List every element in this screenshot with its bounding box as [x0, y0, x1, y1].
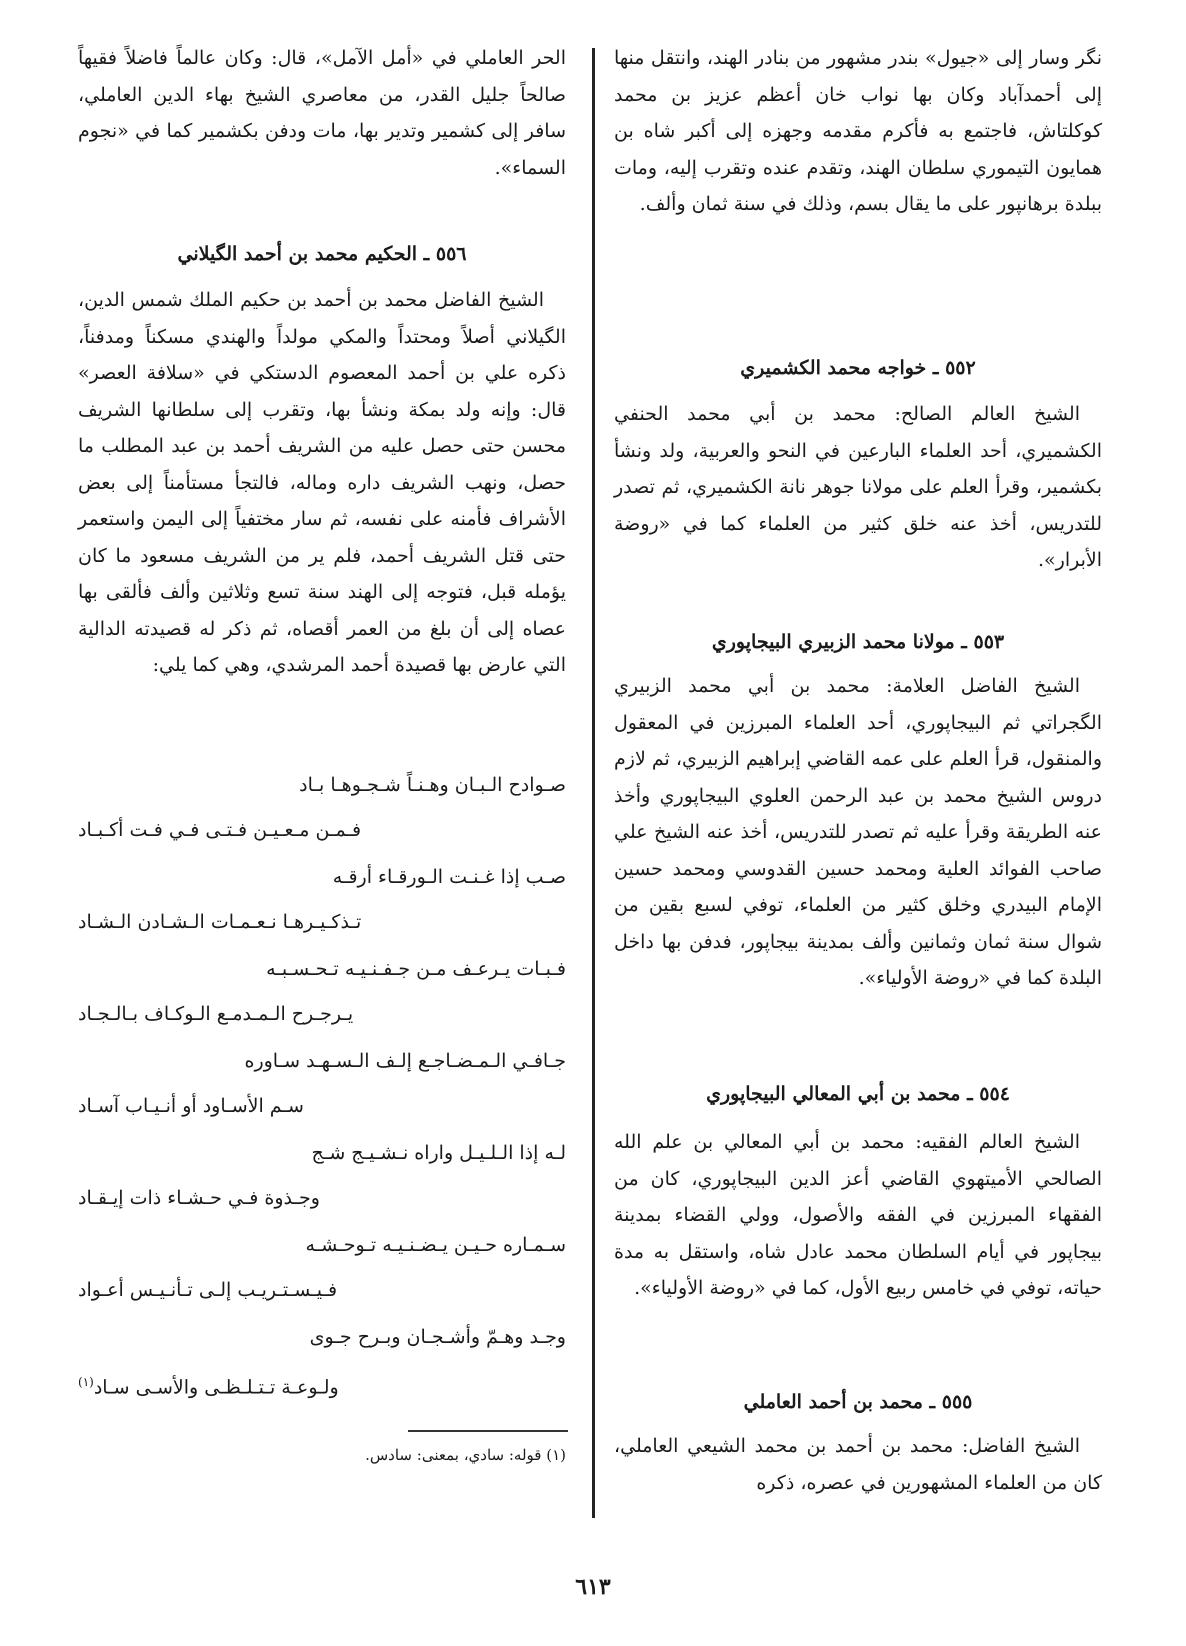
paragraph-continued: الحر العاملي في «أمل الآمل»، قال: وكان عالماً فاضلاً فقيهاً صالحاً جليل القدر، من معاصري الشيخ بهاء الدين العاملي، سافر إلى كشمير وتدير بها، مات ودفن بكشمير كما في «نجوم السماء».	[78, 47, 566, 179]
verse-line: وجـد وهـمّ وأشـجـان وبـرح جـوى	[309, 1326, 566, 1348]
entry-body-556: الشيخ الفاضل محمد بن أحمد بن حكيم الملك شمس الدين، الگيلاني أصلاً ومحتداً والمكي مولداً والهندي مسكناً ومدفناً، ذكره علي بن أحمد المعصوم الدستكي في «سلافة العصر» قال: وإنه ولد بمكة ونشأ بها، وتقرب إلى سلطانها الشريف محسن حتى حصل عليه من الشريف أحمد بن عبد المطلب ما حصل، ونهب الشريف داره وماله، فالتجأ مستأمناً إلى بعض الأشراف فأمنه على نفسه، ثم سار مختفياً إلى اليمن واستعمر حتى قتل الشريف أحمد، فلم ير من الشريف مسعود ما كان يؤمله قبل، فتوجه إلى الهند سنة تسع وثلاثين وألف فألقى بها عصاه إلى أن بلغ من العمر أقصاه، ثم ذكر له قصيدته الدالية التي عارض بها قصيدة أحمد المرشدي، وهي كما يلي:	[78, 289, 566, 676]
verse-line: فـبـات يـرعـف مـن جـفـنـيـه تـحـسـبـه	[266, 958, 566, 980]
verse-line: سـمـاره حـيـن يـضـنـيـه تـوحـشـه	[305, 1234, 566, 1256]
verse-line: لـه إذا الـلـيـل واراه نـشـيـج شـج	[311, 1142, 566, 1164]
verse-line: سـم الأسـاود أو أنـيـاب آسـاد	[78, 1095, 304, 1117]
column-divider	[592, 48, 595, 1518]
entry-heading-554: ٥٥٤ ـ محمد بن أبي المعالي البيجاپوري	[706, 1083, 1010, 1105]
verse-line: جـافـي الـمـضـاجـع إلـف الـسـهـد سـاوره	[244, 1050, 566, 1072]
verse-line: صـوادح الـبـان وهـنـاً شـجـوهـا بـاد	[299, 774, 566, 796]
entry-body-554: الشيخ العالم الفقيه: محمد بن أبي المعالي بن علم الله الصالحي الأميتهوي القاضي أعز الدين البيجاپوري، كان من الفقهاء المبرزين في الفقه والأصول، وولي القضاء بمدينة بيجاپور في أيام السلطان محمد عادل شاه، واستقل به مدة حياته، توفي في خامس ربيع الأول، كما في «روضة الأولياء».	[614, 1131, 1102, 1299]
left-column	[78, 40, 566, 684]
verse-line: وجـذوة فـي حـشـاء ذات إيـقـاد	[78, 1187, 320, 1209]
verse-line: فـمـن مـعـيـن فـتـى فـي فـت أكـبـاد	[78, 819, 362, 841]
right-column	[614, 40, 1102, 1501]
footnote-marker: (١)	[78, 1375, 94, 1389]
page-number: ٦١٣	[575, 1574, 611, 1600]
footnote-rule	[408, 1430, 568, 1432]
entry-heading-553: ٥٥٣ ـ مولانا محمد الزبيري البيجاپوري	[711, 631, 1005, 653]
verse-text: ولـوعـة تـتـلـظـى والأسـى سـاد	[93, 1376, 339, 1399]
verse-line: تـذكـيـرهـا نـعـمـات الـشـادن الـشـاد	[78, 911, 362, 933]
entry-heading-556: ٥٥٦ ـ الحكيم محمد بن أحمد الگيلاني	[177, 243, 467, 265]
entry-heading-555: ٥٥٥ ـ محمد بن أحمد العاملي	[743, 1391, 973, 1413]
verse-line	[78, 1367, 566, 1402]
footnote: (١) قوله: سادي، بمعنى: سادس.	[365, 1446, 566, 1464]
verse-line: يـرجـرح الـمـدمـع الـوكـاف بـالـجـاد	[78, 1003, 354, 1025]
entry-body-553: الشيخ الفاضل العلامة: محمد بن أبي محمد الزبيري الگجراتي ثم البيجاپوري، أحد العلماء المبرزين في المعقول والمنقول، قرأ العلم على عمه القاضي إبراهيم الزبيري، ثم لازم دروس الشيخ محمد بن عبد الرحمن العلوي البيجاپوري وأخذ عنه الطريقة وقرأ عليه ثم تصدر للتدريس، أخذ عنه الشيخ علي صاحب الفوائد العلية ومحمد حسين القدوسي ومحمد حسين الإمام البيدري وخلق كثير من العلماء، توفي لسبع بقين من شوال سنة ثمان وثمانين وألف بمدينة بيجاپور، فدفن بها داخل البلدة كما في «روضة الأولياء».	[614, 675, 1102, 989]
verse-line: فـيـسـتـريـب إلـى تـأنـيـس أعـواد	[78, 1279, 338, 1301]
paragraph-continued: نگر وسار إلى «جيول» بندر مشهور من بنادر الهند، وانتقل منها إلى أحمدآباد وكان بها نواب خان أعظم عزيز بن محمد كوكلتاش، فاجتمع به فأكرم مقدمه وجهزه إلى أكبر شاه بن همايون التيموري سلطان الهند، وتقدم عنده وتقرب إليه، ومات ببلدة برهانپور على ما يقال بسم، وذلك في سنة ثمان وألف.	[614, 47, 1102, 215]
entry-heading-552: ٥٥٢ ـ خواجه محمد الكشميري	[740, 357, 976, 379]
entry-body-555: الشيخ الفاضل: محمد بن أحمد بن محمد الشيعي العاملي، كان من العلماء المشهورين في عصره، ذكره	[614, 1435, 1102, 1494]
entry-body-552: الشيخ العالم الصالح: محمد بن أبي محمد الحنفي الكشميري، أحد العلماء البارعين في النحو والعربية، ولد ونشأ بكشمير، وقرأ العلم على مولانا جوهر نانة الكشميري، ثم تصدر للتدريس، أخذ عنه خلق كثير من العلماء كما في «روضة الأبرار».	[614, 403, 1102, 571]
verse-line: صـب إذا غـنـت الـورقـاء أرقـه	[332, 866, 566, 888]
